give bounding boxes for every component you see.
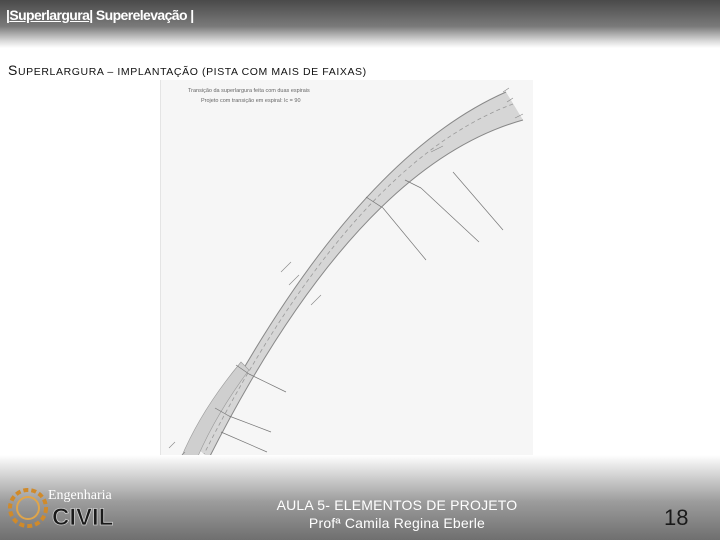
nav-link-superelevacao[interactable]: Superelevação (95, 7, 187, 23)
slide-title (8, 62, 367, 80)
drawing-caption-2: Projeto com transição em espiral: lc = 90 (201, 98, 301, 104)
drawing-caption-1: Transição da superlargura feita com duas espirais (188, 88, 310, 94)
offset-line (421, 188, 479, 242)
nav-separator: | (6, 7, 10, 23)
logo-word-civil: CIVIL (52, 504, 114, 531)
offset-line (249, 374, 286, 392)
professor-name: Profª Camila Regina Eberle (308, 515, 486, 531)
page-number: 18 (664, 505, 689, 530)
gear-icon (2, 482, 132, 538)
offset-line (383, 208, 426, 260)
road-plan-drawing (160, 80, 533, 480)
road-plan-svg (161, 80, 533, 480)
offset-line (453, 172, 503, 230)
offset-line (221, 432, 267, 452)
breadcrumb (6, 7, 194, 23)
road-band (199, 92, 523, 458)
nav-link-superlargura[interactable]: Superlargura| (9, 7, 93, 23)
road-center-line (204, 104, 513, 454)
course-title: AULA 5- ELEMENTOS DE PROJETO (276, 497, 518, 513)
engenharia-civil-logo (2, 482, 132, 538)
offset-line (229, 416, 271, 432)
title-initial: S (8, 62, 18, 78)
title-text: UPERLARGURA – IMPLANTAÇÃO (PISTA COM MAIS DE FAIXAS) (17, 66, 367, 78)
road-inner-edge (209, 120, 523, 458)
nav-separator: | (190, 7, 194, 23)
road-widening-section (181, 362, 249, 468)
logo-word-engenharia: Engenharia (48, 488, 112, 503)
footer-text (232, 496, 562, 532)
